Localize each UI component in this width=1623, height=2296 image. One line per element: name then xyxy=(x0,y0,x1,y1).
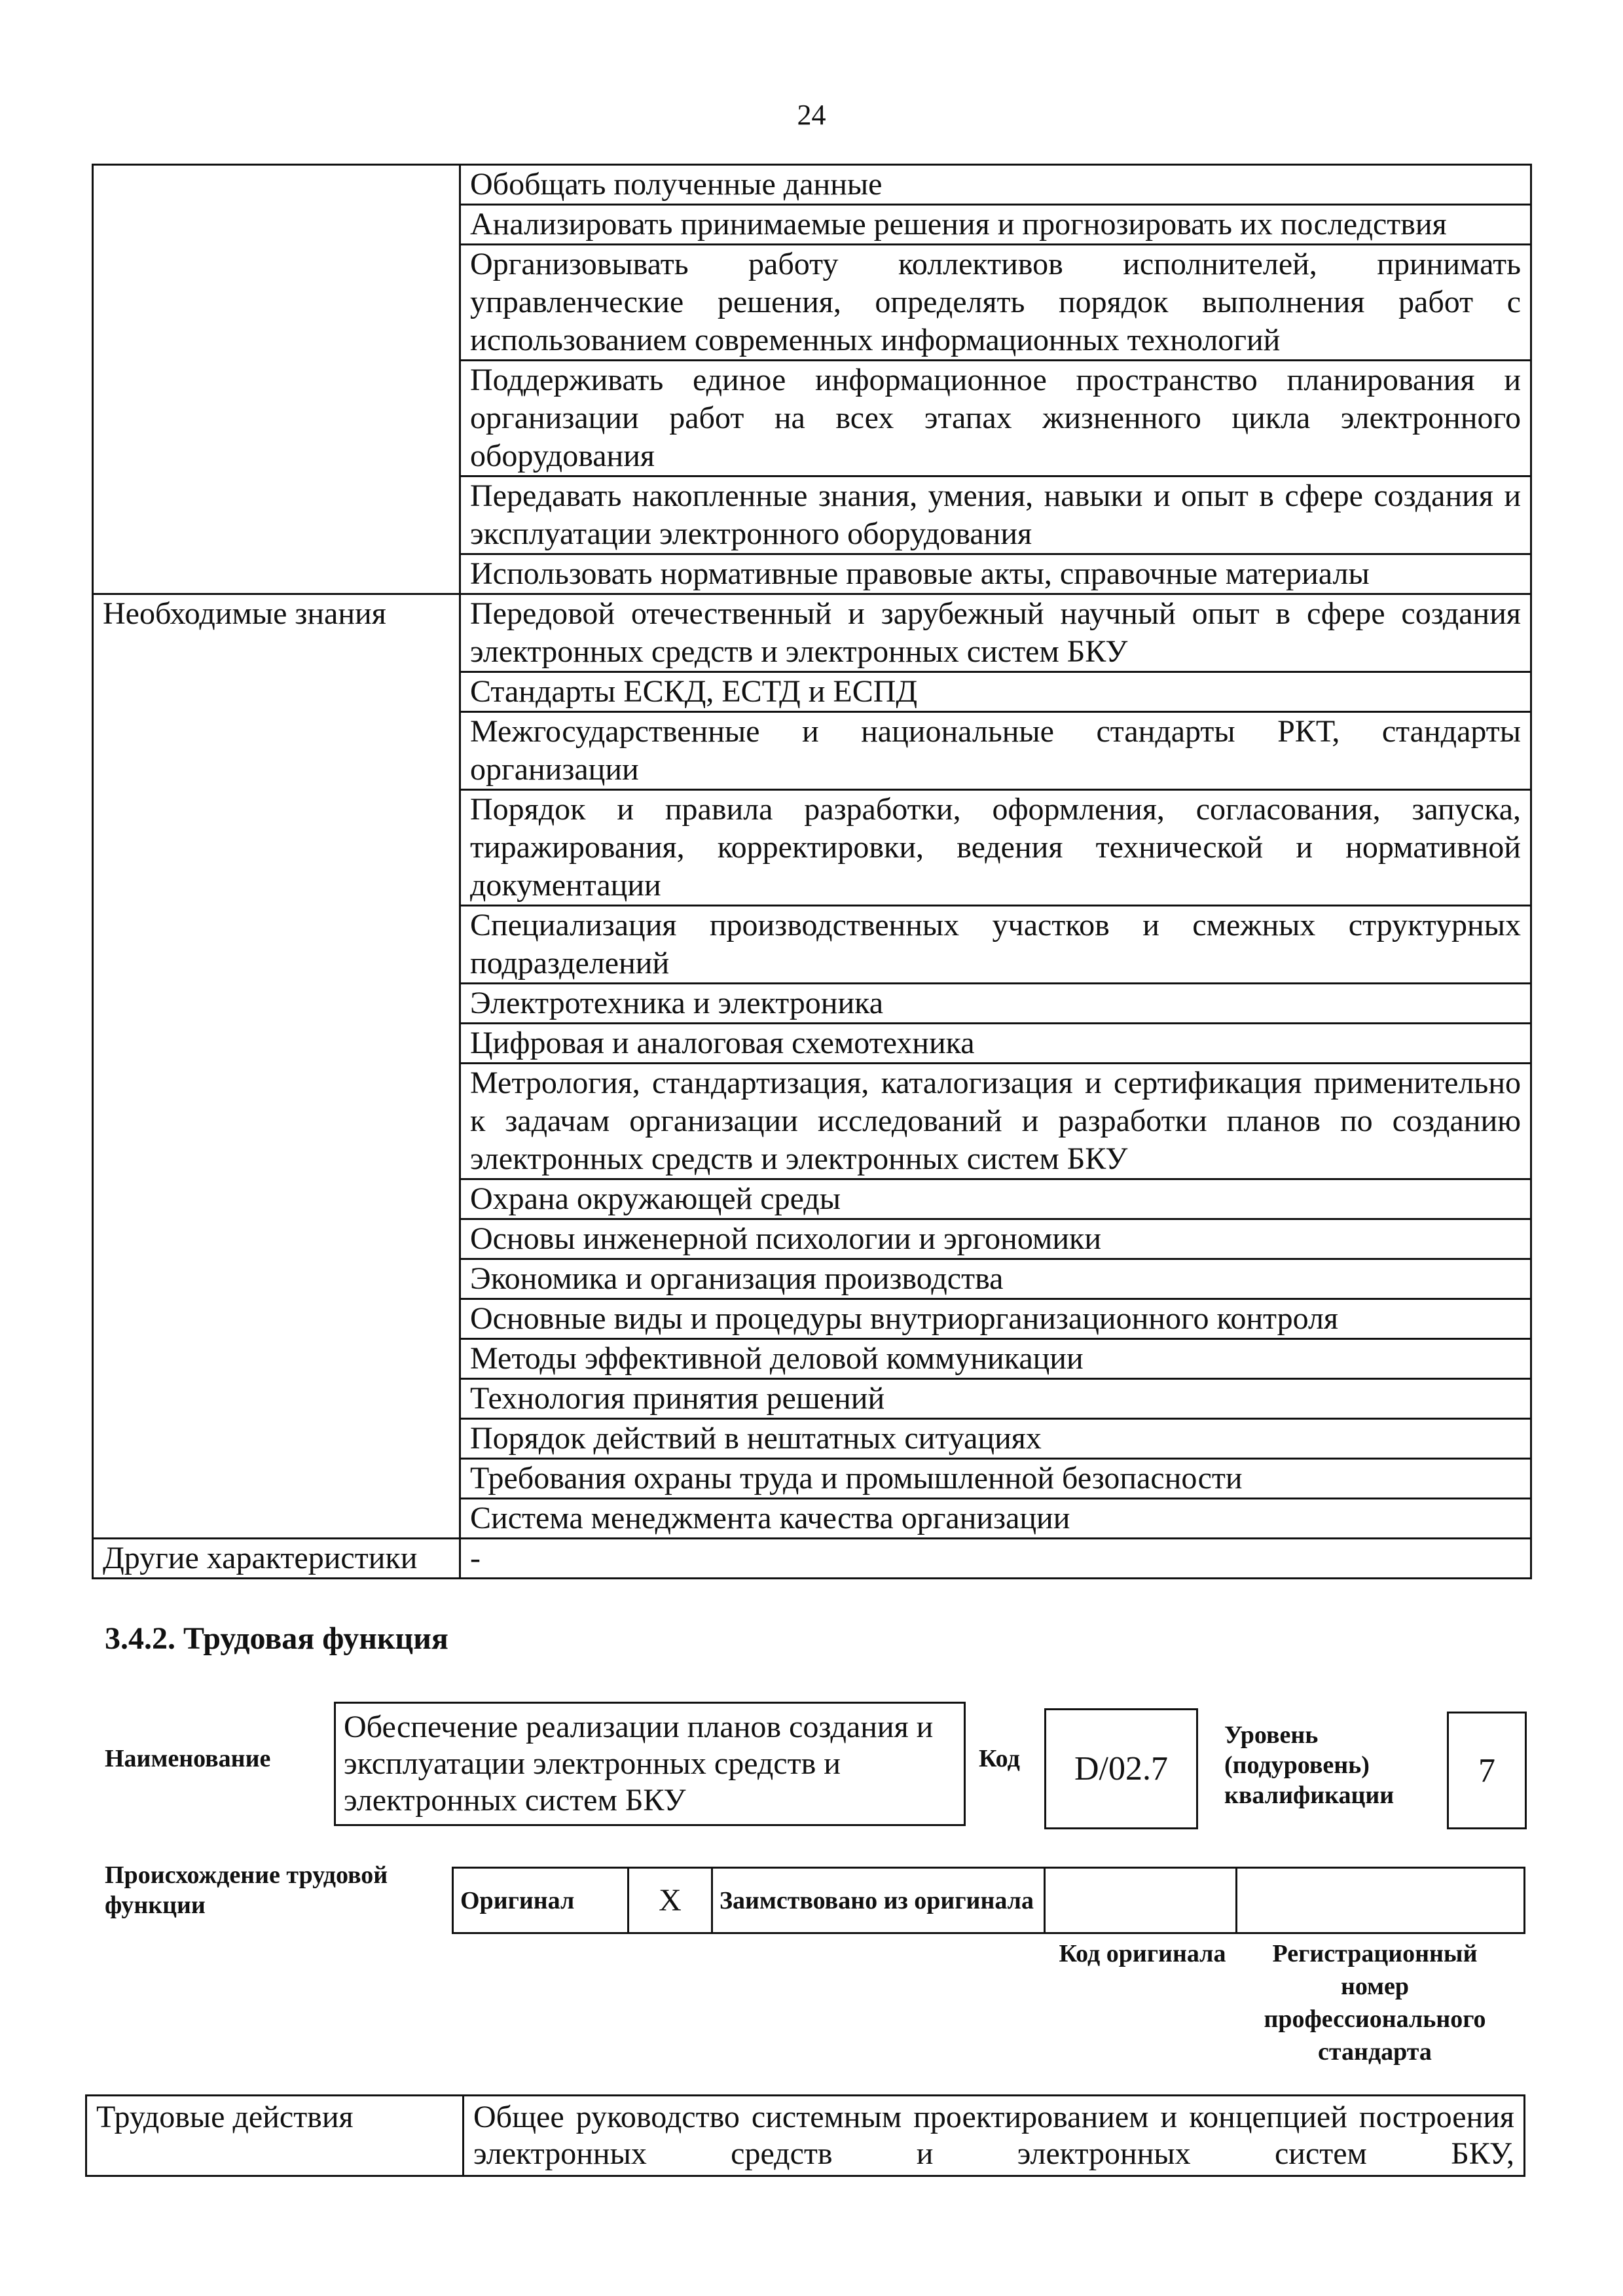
knowledge-item: Технология принятия решений xyxy=(460,1379,1531,1419)
knowledge-item: Электротехника и электроника xyxy=(460,984,1531,1024)
knowledge-item: Передовой отечественный и зарубежный научный опыт в сфере создания электронных средств и электронных систем БКУ xyxy=(460,594,1531,672)
knowledge-item: Цифровая и аналоговая схемотехника xyxy=(460,1024,1531,1064)
origin-table xyxy=(452,1867,1525,1934)
table-row xyxy=(86,2096,1525,2176)
knowledge-item: Специализация производственных участков и смежных структурных подразделений xyxy=(460,906,1531,984)
knowledge-item: Основы инженерной психологии и эргономики xyxy=(460,1219,1531,1259)
registration-number-caption: Регистрационный номер профессионального стандарта xyxy=(1264,1940,1486,2066)
ability-item: Поддерживать единое информационное пространство планирования и организации работ на всех этапах жизненного цикла электронного оборудования xyxy=(460,361,1531,476)
other-characteristics-label: Другие характеристики xyxy=(93,1539,460,1579)
section-heading: 3.4.2. Трудовая функция xyxy=(105,1621,448,1656)
original-label: Оригинал xyxy=(453,1868,629,1933)
ability-item: Анализировать принимаемые решения и прогнозировать их последствия xyxy=(460,205,1531,245)
other-characteristics-value: - xyxy=(460,1539,1531,1579)
knowledge-label: Необходимые знания xyxy=(93,594,460,1539)
page-number: 24 xyxy=(797,99,826,131)
labor-actions-label: Трудовые действия xyxy=(86,2096,464,2176)
labor-action-item: Общее руководство системным проектированием и концепцией построения электронных средств и электронных систем БКУ, xyxy=(464,2096,1525,2176)
code-label: Код xyxy=(979,1745,1020,1772)
table-row xyxy=(453,1868,1525,1933)
abilities-label-cell xyxy=(93,165,460,594)
table-row xyxy=(93,594,1531,672)
knowledge-item: Методы эффективной деловой коммуникации xyxy=(460,1339,1531,1379)
knowledge-item: Основные виды и процедуры внутриорганизационного контроля xyxy=(460,1299,1531,1339)
knowledge-item: Порядок действий в нештатных ситуациях xyxy=(460,1419,1531,1459)
knowledge-item: Метрология, стандартизация, каталогизация и сертификация применительно к задачам организации исследований и разработки планов по созданию электронных средств и электронных систем БКУ xyxy=(460,1064,1531,1179)
labor-actions-table xyxy=(85,2094,1525,2177)
original-code-cell xyxy=(1045,1868,1237,1933)
ability-item: Использовать нормативные правовые акты, справочные материалы xyxy=(460,554,1531,594)
table-row xyxy=(93,1539,1531,1579)
knowledge-item: Охрана окружающей среды xyxy=(460,1179,1531,1219)
knowledge-item: Требования охраны труда и промышленной безопасности xyxy=(460,1459,1531,1499)
ability-item: Обобщать полученные данные xyxy=(460,165,1531,205)
knowledge-item: Межгосударственные и национальные стандарты РКТ, стандарты организации xyxy=(460,712,1531,790)
knowledge-item: Стандарты ЕСКД, ЕСТД и ЕСПД xyxy=(460,672,1531,712)
function-name-box: Обеспечение реализации планов создания и эксплуатации электронных средств и электронных систем БКУ xyxy=(334,1702,966,1826)
qualification-level-box: 7 xyxy=(1447,1712,1527,1829)
function-code-box: D/02.7 xyxy=(1044,1708,1198,1829)
knowledge-item: Порядок и правила разработки, оформления, согласования, запуска, тиражирования, корректировки, ведения технической и нормативной документации xyxy=(460,790,1531,906)
ability-item: Передавать накопленные знания, умения, навыки и опыт в сфере создания и эксплуатации электронного оборудования xyxy=(460,476,1531,554)
registration-number-cell xyxy=(1237,1868,1525,1933)
original-code-caption: Код оригинала xyxy=(1059,1940,1226,1967)
name-label: Наименование xyxy=(105,1745,271,1772)
origin-label: Происхождение трудовой функции xyxy=(105,1861,388,1919)
qualification-level-label: Уровень (подуровень) квалификации xyxy=(1224,1721,1395,1809)
original-mark: X xyxy=(629,1868,712,1933)
ability-item: Организовывать работу коллективов исполнителей, принимать управленческие решения, определять порядок выполнения работ с использованием современных информационных технологий xyxy=(460,245,1531,361)
knowledge-item: Экономика и организация производства xyxy=(460,1259,1531,1299)
table-row xyxy=(93,165,1531,205)
skills-table xyxy=(92,164,1532,1579)
knowledge-item: Система менеджмента качества организации xyxy=(460,1499,1531,1539)
borrowed-label: Заимствовано из оригинала xyxy=(712,1868,1045,1933)
